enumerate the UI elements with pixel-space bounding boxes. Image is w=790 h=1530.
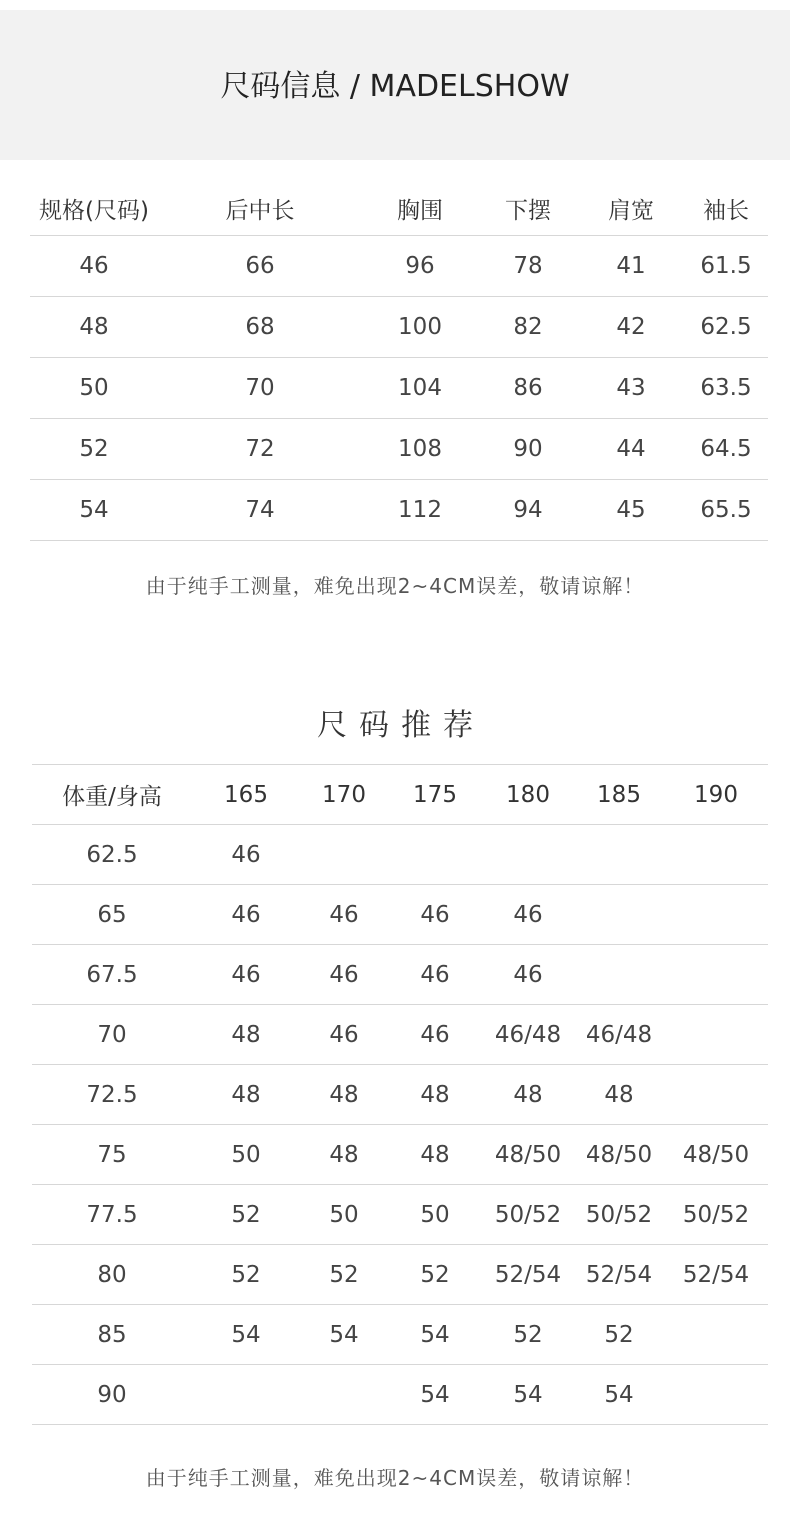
table-cell: 62.5 — [32, 825, 192, 885]
table-cell: 52 — [192, 1245, 300, 1305]
table-cell: 52 — [482, 1305, 574, 1365]
table-cell: 75 — [32, 1125, 192, 1185]
table-cell: 52 — [574, 1305, 664, 1365]
table-cell — [664, 1065, 768, 1125]
table-row — [30, 297, 768, 358]
column-header-shoulder: 肩宽 — [578, 181, 684, 236]
header-band — [0, 10, 790, 160]
table-row — [32, 1185, 768, 1245]
table-cell: 54 — [574, 1365, 664, 1425]
table-cell: 52/54 — [664, 1245, 768, 1305]
column-header-height-175: 175 — [388, 765, 482, 825]
table-cell: 104 — [362, 358, 478, 419]
measurement-note-bottom: 由于纯手工测量，难免出现2~4CM误差，敬请谅解！ — [145, 1466, 645, 1490]
table-cell: 68 — [158, 297, 362, 358]
table-cell: 46 — [300, 1005, 388, 1065]
table-cell: 50 — [300, 1185, 388, 1245]
column-header-height-185: 185 — [574, 765, 664, 825]
table-row — [32, 945, 768, 1005]
table-cell: 90 — [478, 419, 578, 480]
table-cell: 43 — [578, 358, 684, 419]
table-cell: 62.5 — [684, 297, 768, 358]
table-cell: 52 — [388, 1245, 482, 1305]
table-cell: 48 — [30, 297, 158, 358]
table-cell: 46 — [192, 885, 300, 945]
table-cell — [300, 825, 388, 885]
column-header-height-170: 170 — [300, 765, 388, 825]
table-cell: 42 — [578, 297, 684, 358]
column-header-size: 规格(尺码) — [30, 181, 158, 236]
table-cell: 48/50 — [664, 1125, 768, 1185]
table-cell: 90 — [32, 1365, 192, 1425]
table-cell: 48/50 — [482, 1125, 574, 1185]
table-cell: 64.5 — [684, 419, 768, 480]
column-header-sleeve: 袖长 — [684, 181, 768, 236]
table-cell: 48 — [300, 1125, 388, 1185]
recommendation-title: 尺码推荐 — [317, 708, 485, 743]
column-header-height-180: 180 — [482, 765, 574, 825]
column-header-weight-height: 体重/身高 — [32, 765, 192, 825]
table-cell: 72 — [158, 419, 362, 480]
table-cell: 54 — [388, 1305, 482, 1365]
table-cell — [192, 1365, 300, 1425]
table-cell: 54 — [192, 1305, 300, 1365]
table-cell — [388, 825, 482, 885]
table-row — [32, 1365, 768, 1425]
table-row — [32, 825, 768, 885]
column-header-hem: 下摆 — [478, 181, 578, 236]
table-cell — [574, 945, 664, 1005]
table-row — [32, 1305, 768, 1365]
table-row — [30, 419, 768, 480]
table-cell: 50 — [192, 1125, 300, 1185]
table-cell: 66 — [158, 236, 362, 297]
table-cell: 46 — [388, 885, 482, 945]
table-cell: 46/48 — [482, 1005, 574, 1065]
table-cell — [664, 945, 768, 1005]
table-cell: 52/54 — [574, 1245, 664, 1305]
table-cell — [574, 825, 664, 885]
table-cell: 44 — [578, 419, 684, 480]
table-row — [32, 1005, 768, 1065]
table-cell: 46 — [30, 236, 158, 297]
table-cell — [664, 1365, 768, 1425]
table-row — [30, 236, 768, 297]
table-cell: 48 — [388, 1065, 482, 1125]
table-cell: 46 — [388, 945, 482, 1005]
table-cell — [482, 825, 574, 885]
table-cell: 70 — [158, 358, 362, 419]
table-cell: 50/52 — [664, 1185, 768, 1245]
recommendation-header-row — [32, 765, 768, 825]
table-cell — [574, 885, 664, 945]
column-header-back-length: 后中长 — [158, 181, 362, 236]
table-cell: 86 — [478, 358, 578, 419]
table-cell: 52 — [192, 1185, 300, 1245]
table-cell: 46 — [482, 945, 574, 1005]
table-cell: 46 — [300, 885, 388, 945]
size-info-header-row — [30, 181, 768, 236]
table-cell: 72.5 — [32, 1065, 192, 1125]
table-cell: 96 — [362, 236, 478, 297]
table-cell: 48 — [192, 1005, 300, 1065]
table-cell: 54 — [388, 1365, 482, 1425]
column-header-height-165: 165 — [192, 765, 300, 825]
table-row — [32, 1245, 768, 1305]
table-cell: 52/54 — [482, 1245, 574, 1305]
table-row — [32, 1065, 768, 1125]
size-recommendation-table — [32, 764, 768, 1425]
table-cell: 54 — [300, 1305, 388, 1365]
table-cell: 65 — [32, 885, 192, 945]
table-cell: 108 — [362, 419, 478, 480]
table-cell: 46 — [192, 945, 300, 1005]
table-cell: 78 — [478, 236, 578, 297]
table-row — [30, 358, 768, 419]
table-cell: 50 — [30, 358, 158, 419]
table-cell: 48 — [482, 1065, 574, 1125]
table-cell: 63.5 — [684, 358, 768, 419]
table-cell: 61.5 — [684, 236, 768, 297]
column-header-height-190: 190 — [664, 765, 768, 825]
table-cell: 46/48 — [574, 1005, 664, 1065]
table-cell: 46 — [388, 1005, 482, 1065]
table-cell — [664, 825, 768, 885]
table-cell: 52 — [30, 419, 158, 480]
table-cell: 50 — [388, 1185, 482, 1245]
table-cell — [664, 1005, 768, 1065]
table-cell: 50/52 — [482, 1185, 574, 1245]
table-cell: 48 — [300, 1065, 388, 1125]
table-cell: 70 — [32, 1005, 192, 1065]
table-row — [30, 480, 768, 541]
table-cell: 45 — [578, 480, 684, 541]
table-cell: 46 — [192, 825, 300, 885]
table-cell: 54 — [482, 1365, 574, 1425]
table-cell: 65.5 — [684, 480, 768, 541]
table-row — [32, 1125, 768, 1185]
table-cell: 112 — [362, 480, 478, 541]
table-row — [32, 885, 768, 945]
table-cell: 50/52 — [574, 1185, 664, 1245]
table-cell: 67.5 — [32, 945, 192, 1005]
table-cell: 41 — [578, 236, 684, 297]
table-cell: 48 — [388, 1125, 482, 1185]
table-cell: 82 — [478, 297, 578, 358]
table-cell: 52 — [300, 1245, 388, 1305]
column-header-chest: 胸围 — [362, 181, 478, 236]
table-cell: 100 — [362, 297, 478, 358]
table-cell: 46 — [482, 885, 574, 945]
table-cell: 54 — [30, 480, 158, 541]
size-info-table — [30, 181, 768, 541]
table-cell: 80 — [32, 1245, 192, 1305]
table-cell — [664, 1305, 768, 1365]
table-cell: 48/50 — [574, 1125, 664, 1185]
table-cell: 74 — [158, 480, 362, 541]
table-cell — [664, 885, 768, 945]
table-cell: 94 — [478, 480, 578, 541]
table-cell: 48 — [574, 1065, 664, 1125]
table-cell — [300, 1365, 388, 1425]
page-title: 尺码信息 / MADELSHOW — [220, 69, 570, 104]
table-cell: 46 — [300, 945, 388, 1005]
table-cell: 85 — [32, 1305, 192, 1365]
table-cell: 48 — [192, 1065, 300, 1125]
table-cell: 77.5 — [32, 1185, 192, 1245]
measurement-note: 由于纯手工测量，难免出现2~4CM误差，敬请谅解！ — [145, 574, 645, 598]
